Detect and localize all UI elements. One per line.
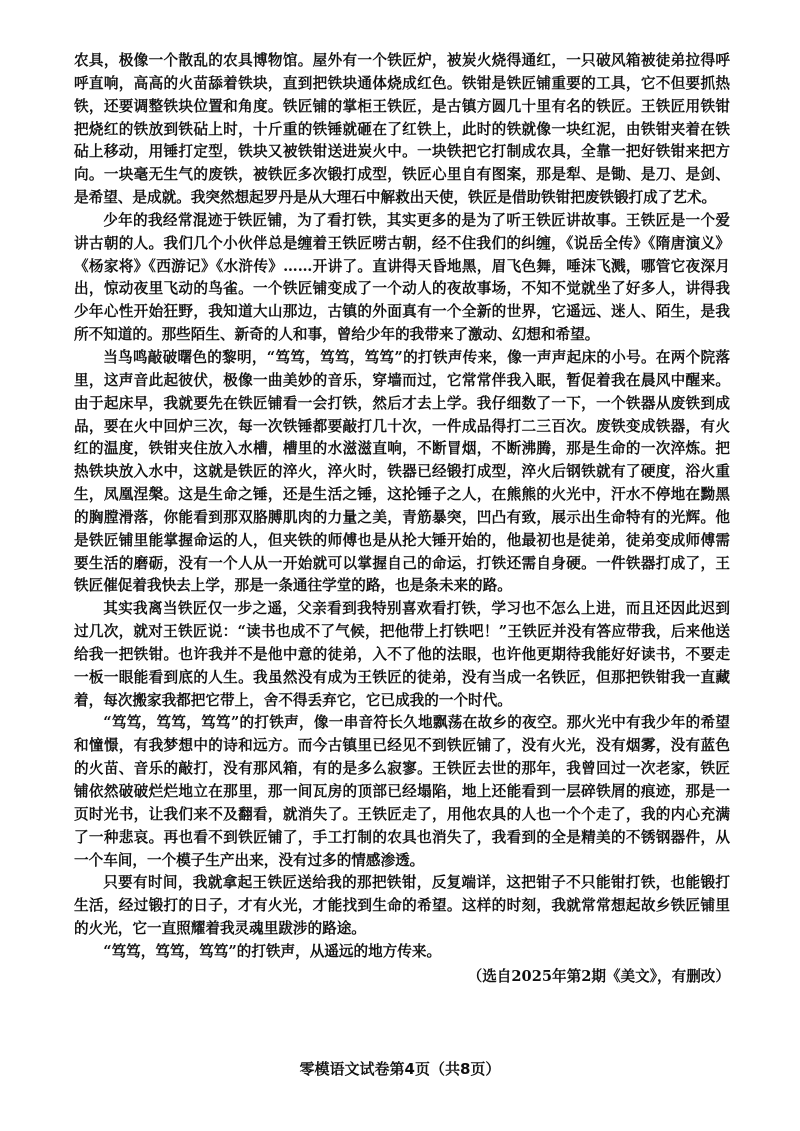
- paragraph-4: 其实我离当铁匠仅一步之遥，父亲看到我特别喜欢看打铁，学习也不怎么上进，而且还因此迟到过几次，就对王铁匠说：“读书也成不了气候，把他带上打铁吧！”王铁匠并没有答应带我，后来他送给我一把铁钳。也许我并不是他中意的徒弟，入不了他的法眼，也许他更期待我能好好读书，不要走一板一眼能看到底的人生。我虽然没有成为王铁匠的徒弟，没有当成一名铁匠，但那把铁钳我一直藏着，每次搬家我都把它带上，舍不得丢弃它，它已成我的一个时代。: [74, 600, 730, 709]
- paragraph-2: 少年的我经常混迹于铁匠铺，为了看打铁，其实更多的是为了听王铁匠讲故事。王铁匠是一个爱讲古朝的人。我们几个小伙伴总是缠着王铁匠唠古朝，经不住我们的纠缠，《说岳全传》《隋唐演义》《杨家将》《西游记》《水浒传》……开讲了。直讲得天昏地黑，眉飞色舞，唾沫飞溅，哪管它夜深月出，惊动夜里飞动的鸟雀。一个铁匠铺变成了一个动人的夜故事场，不知不觉就坐了好多人，讲得我少年心性开始狂野，我知道大山那边，古镇的外面真有一个全新的世界，它遥远、迷人、陌生，是我所不知道的。那些陌生、新奇的人和事，曾给少年的我带来了激动、幻想和希望。: [74, 211, 730, 344]
- paragraph-3: 当鸟鸣敲破曙色的黎明，“笃笃，笃笃，笃笃”的打铁声传来，像一声声起床的小号。在两个院落里，这声音此起彼伏，极像一曲美妙的音乐，穿墙而过，它常常伴我入眠，暂促着我在晨风中醒来。由于起床早，我就要先在铁匠铺看一会打铁，然后才去上学。我仔细数了一下，一个铁器从废铁到成品，要在火中回炉三次，每一次铁锤都要敲打几十次，一件成品得打二三百次。废铁变成铁器，有火红的温度，铁钳夹住放入水槽，槽里的水滋滋直响，不断冒烟，不断沸腾，那是生命的一次淬炼。把热铁块放入水中，这就是铁匠的淬火，淬火时，铁器已经锻打成型，淬火后钢铁就有了硬度，浴火重生，凤凰涅槃。这是生命之锤，还是生活之锤，这抡锤子之人，在熊熊的火光中，汗水不停地在黝黑的胸膛滑落，你能看到那双胳膊肌肉的力量之美，青筋暴突，凹凸有致，展示出生命特有的光辉。他是铁匠铺里能掌握命运的人，但夹铁的师傅也是从抡大锤开始的，他最初也是徒弟，徒弟变成师傅需要生活的磨砺，没有一个人从一开始就可以掌握自己的命运，打铁还需自身硬。一件铁器打成了，王铁匠催促着我快去上学，那是一条通往学堂的路，也是条未来的路。: [74, 348, 730, 595]
- article-body: [74, 50, 730, 989]
- paragraph-1: 农具，极像一个散乱的农具博物馆。屋外有一个铁匠炉，被炭火烧得通红，一只破风箱被徒弟拉得呼呼直响，高高的火苗舔着铁块，直到把铁块通体烧成红色。铁钳是铁匠铺重要的工具，它不但要抓热铁，还要调整铁块位置和角度。铁匠铺的掌柜王铁匠，是古镇方圆几十里有名的铁匠。王铁匠用铁钳把烧红的铁放到铁砧上时，十斤重的铁锤就砸在了红铁上，此时的铁就像一块红泥，由铁钳夹着在铁砧上移动，用锤打定型，铁块又被铁钳送进炭火中。一块铁把它打制成农具，全靠一把好铁钳来把方向。一块毫无生气的废铁，被铁匠多次锻打成型，铁匠心里自有图案，那是犁、是锄、是刀、是剑、是希望、是成就。我突然想起罗丹是从大理石中解救出天使，铁匠是借助铁钳把废铁锻打成了艺术。: [74, 52, 730, 207]
- paragraph-5: “笃笃，笃笃，笃笃”的打铁声，像一串音符长久地飘荡在故乡的夜空。那火光中有我少年的希望和憧憬，有我梦想中的诗和远方。而今古镇里已经见不到铁匠铺了，没有火光，没有烟雾，没有蓝色的火苗、音乐的敲打，没有那风箱，有的是多么寂寥。王铁匠去世的那年，我曾回过一次老家，铁匠铺依然破破烂烂地立在那里，那一间瓦房的顶部已经塌陷，地上还能看到一层碎铁屑的痕迹，那是一页时光书，让我们来不及翻看，就消失了。王铁匠走了，用他农具的人也一个个走了，我的内心充满了一种悲哀。再也看不到铁匠铺了，手工打制的农具也消失了，我看到的全是精美的不锈钢器件，从一个车间，一个模子生产出来，没有过多的情感渗透。: [74, 714, 730, 869]
- paragraph-6: 只要有时间，我就拿起王铁匠送给我的那把铁钳，反复端详，这把钳子不只能钳打铁，也能锻打生活，经过锻打的日子，才有火光，才能找到生命的希望。这样的时刻，我就常常想起故乡铁匠铺里的火光，它一直照耀着我灵魂里跋涉的路途。: [74, 874, 730, 938]
- paragraph-7: “笃笃，笃笃，笃笃”的打铁声，从遥远的地方传来。: [103, 942, 442, 960]
- page-footer: 零模语文试卷第4页（共8页）: [299, 1060, 501, 1078]
- source-citation: （选自2025年第2期《美文》，有删改）: [467, 967, 730, 985]
